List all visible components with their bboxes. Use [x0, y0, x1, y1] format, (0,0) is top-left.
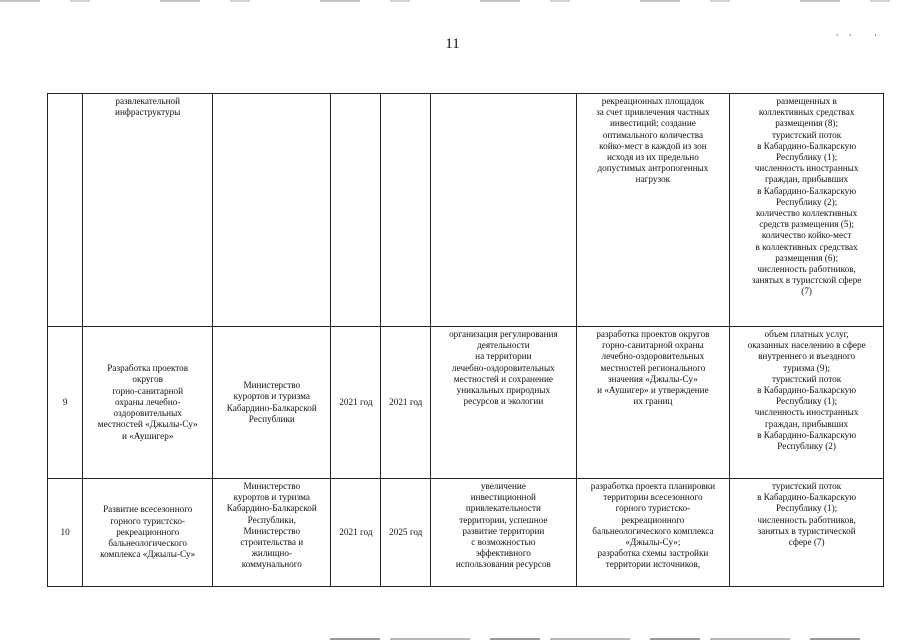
cell-start: 2021 год	[331, 479, 381, 587]
cell-executor: Министерство курортов и туризма Кабардино-Балкарской Республики	[213, 327, 331, 479]
scan-edge-top	[0, 0, 905, 2]
table-row	[48, 327, 884, 479]
cell-num: 9	[48, 327, 83, 479]
cell-num: 10	[48, 479, 83, 587]
measures-table	[47, 93, 884, 587]
table-row	[48, 479, 884, 587]
cell-executor: Министерство курортов и туризма Кабардино-Балкарской Республики, Министерство строительства и жилищно- коммунального	[213, 479, 331, 587]
cell-start: 2021 год	[331, 327, 381, 479]
cell-indicators: объем платных услуг, оказанных населению в сфере внутреннего и въездного туризма (9); туристский поток в Кабардино-Балкарскую Республику (1); численность иностранных граждан, прибывших в Кабардино-Балкарскую Республику (2)	[730, 327, 884, 479]
cell-name: Развитие всесезонного горного туристско- рекреационного бальнеологического комплекса «Джылы-Су»	[83, 479, 213, 587]
cell-content: разработка проектов округов горно-санитарной охраны лечебно-оздоровительных местностей регионального значения «Джылы-Су» и «Аушигер» и утверждение их границ	[576, 327, 730, 479]
cell-indicators: туристский поток в Кабардино-Балкарскую Республику (1); численность работников, занятых в туристической сфере (7)	[730, 479, 884, 587]
cell-content: разработка проекта планировки территории всесезонного горного туристско- рекреационного бальнеологического комплекса «Джылы-Су»; разработка схемы застройки территории источников,	[576, 479, 730, 587]
page-number: 11	[445, 36, 460, 52]
cell-start	[331, 94, 381, 327]
scan-corner-marks: ·· ·	[835, 30, 887, 40]
cell-indicators: размещенных в коллективных средствах размещения (8); туристский поток в Кабардино-Балкарскую Республику (1); численность иностранных граждан, прибывших в Кабардино-Балкарскую Республику (2); количество коллективных средств размещения (5); количество койко-мест в коллективных средствах размещения (6); численность работников, занятых в туристской сфере (7)	[730, 94, 884, 327]
cell-end: 2021 год	[381, 327, 431, 479]
cell-result: организация регулирования деятельности на территории лечебно-оздоровительных местностей и сохранение уникальных природных ресурсов и экологии	[431, 327, 576, 479]
cell-end: 2025 год	[381, 479, 431, 587]
table-row	[48, 94, 884, 327]
cell-content: рекреационных площадок за счет привлечения частных инвестиций; создание оптимального количества койко-мест в каждой из зон исходя из их предельно допустимых антропогенных нагрузок	[576, 94, 730, 327]
cell-result	[431, 94, 576, 327]
cell-result: увеличение инвестиционной привлекательности территории, успешное развитие территории с возможностью эффективного использования ресурсов	[431, 479, 576, 587]
cell-end	[381, 94, 431, 327]
cell-num	[48, 94, 83, 327]
cell-name: развлекательной инфраструктуры	[83, 94, 213, 327]
cell-name: Разработка проектов округов горно-санитарной охраны лечебно- оздоровительных местностей «Джылы-Су» и «Аушигер»	[83, 327, 213, 479]
cell-executor	[213, 94, 331, 327]
